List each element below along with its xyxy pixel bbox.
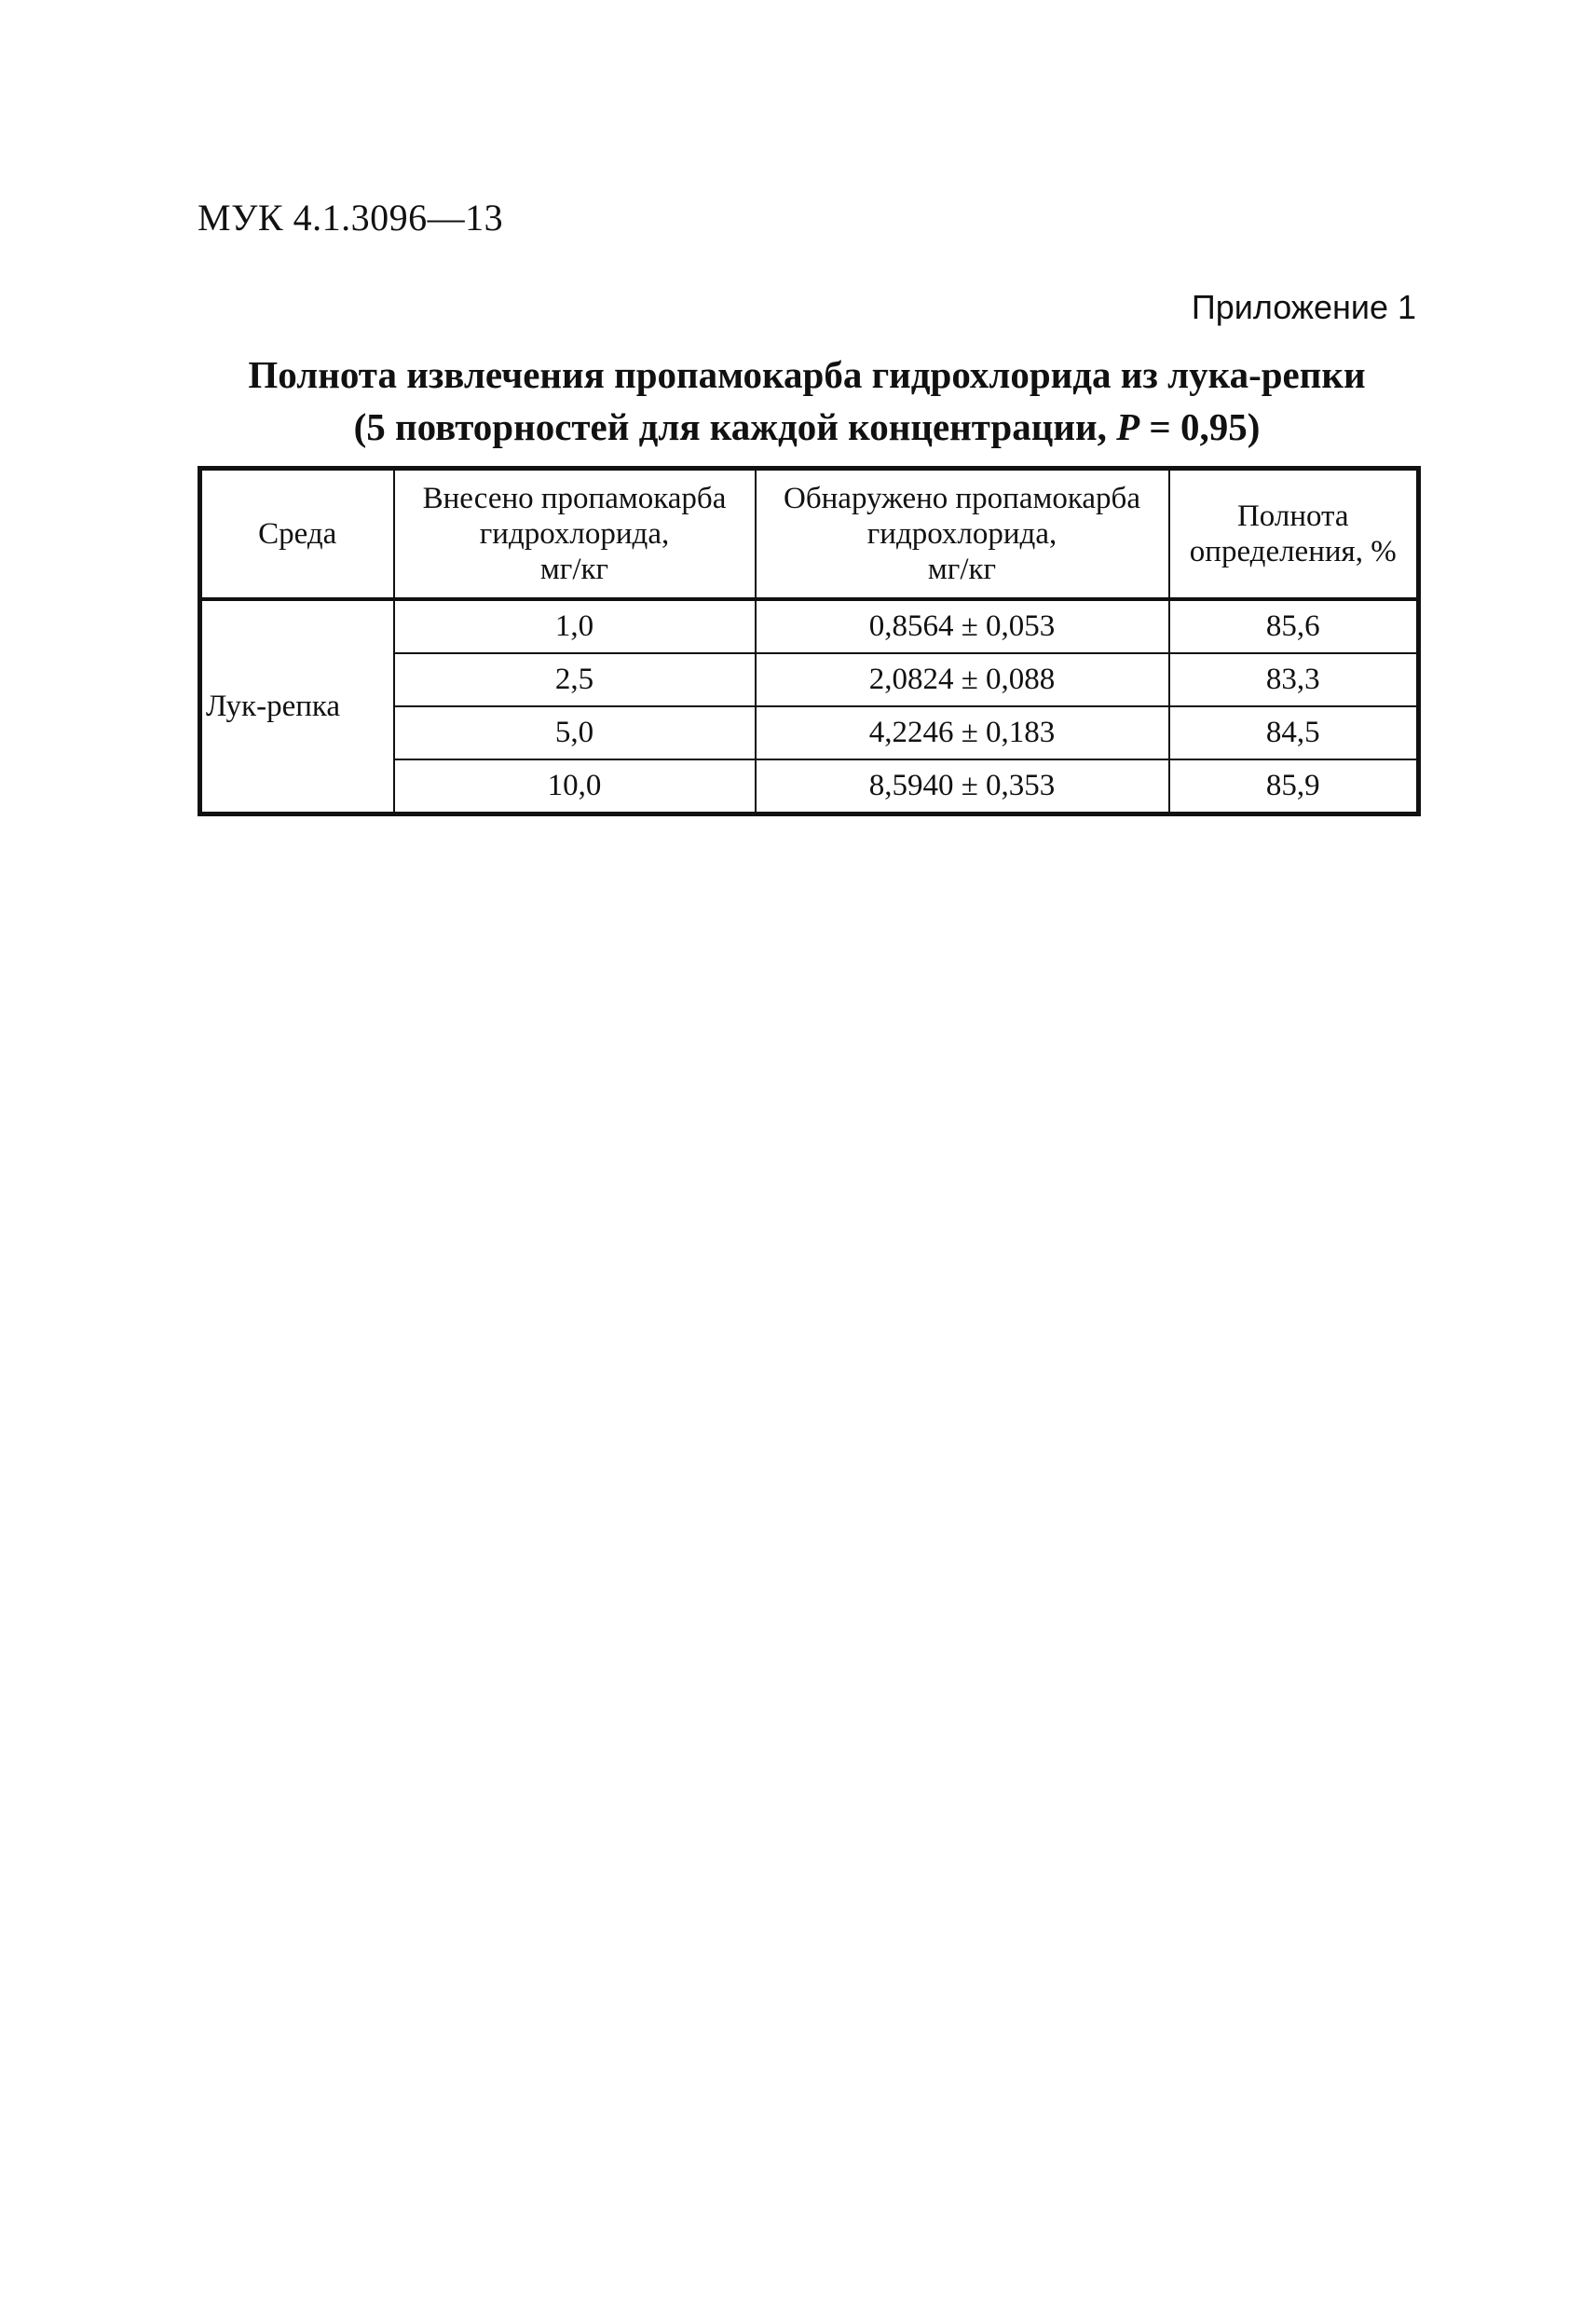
header-medium: Среда	[200, 469, 394, 600]
found-cell: 8,5940 ± 0,353	[756, 759, 1169, 814]
title-line-2	[198, 401, 1416, 453]
recovery-cell: 84,5	[1169, 706, 1419, 759]
found-cell: 0,8564 ± 0,053	[756, 599, 1169, 653]
title-line-1: Полнота извлечения пропамокарба гидрохлорида из лука-репки	[248, 353, 1366, 396]
table-title	[198, 349, 1416, 453]
header-recovery: Полнота определения, %	[1169, 469, 1419, 600]
added-cell: 10,0	[394, 759, 756, 814]
found-cell: 4,2246 ± 0,183	[756, 706, 1169, 759]
recovery-cell: 83,3	[1169, 653, 1419, 706]
medium-cell: Лук-репка	[200, 599, 394, 814]
table-header-row	[200, 469, 1419, 600]
appendix-label: Приложение 1	[1191, 288, 1416, 326]
title-line-2-prefix: (5 повторностей для каждой концентрации,	[353, 405, 1117, 448]
table-row	[200, 599, 1419, 653]
recovery-cell: 85,9	[1169, 759, 1419, 814]
added-cell: 2,5	[394, 653, 756, 706]
title-line-2-suffix: = 0,95)	[1139, 405, 1261, 448]
document-code: МУК 4.1.3096—13	[198, 197, 504, 239]
found-cell: 2,0824 ± 0,088	[756, 653, 1169, 706]
recovery-table	[198, 466, 1421, 816]
recovery-cell: 85,6	[1169, 599, 1419, 653]
probability-variable: P	[1116, 405, 1140, 448]
added-cell: 1,0	[394, 599, 756, 653]
header-found: Обнаружено пропамокарба гидрохлорида, мг/кг	[756, 469, 1169, 600]
header-added: Внесено пропамокарба гидрохлорида, мг/кг	[394, 469, 756, 600]
added-cell: 5,0	[394, 706, 756, 759]
